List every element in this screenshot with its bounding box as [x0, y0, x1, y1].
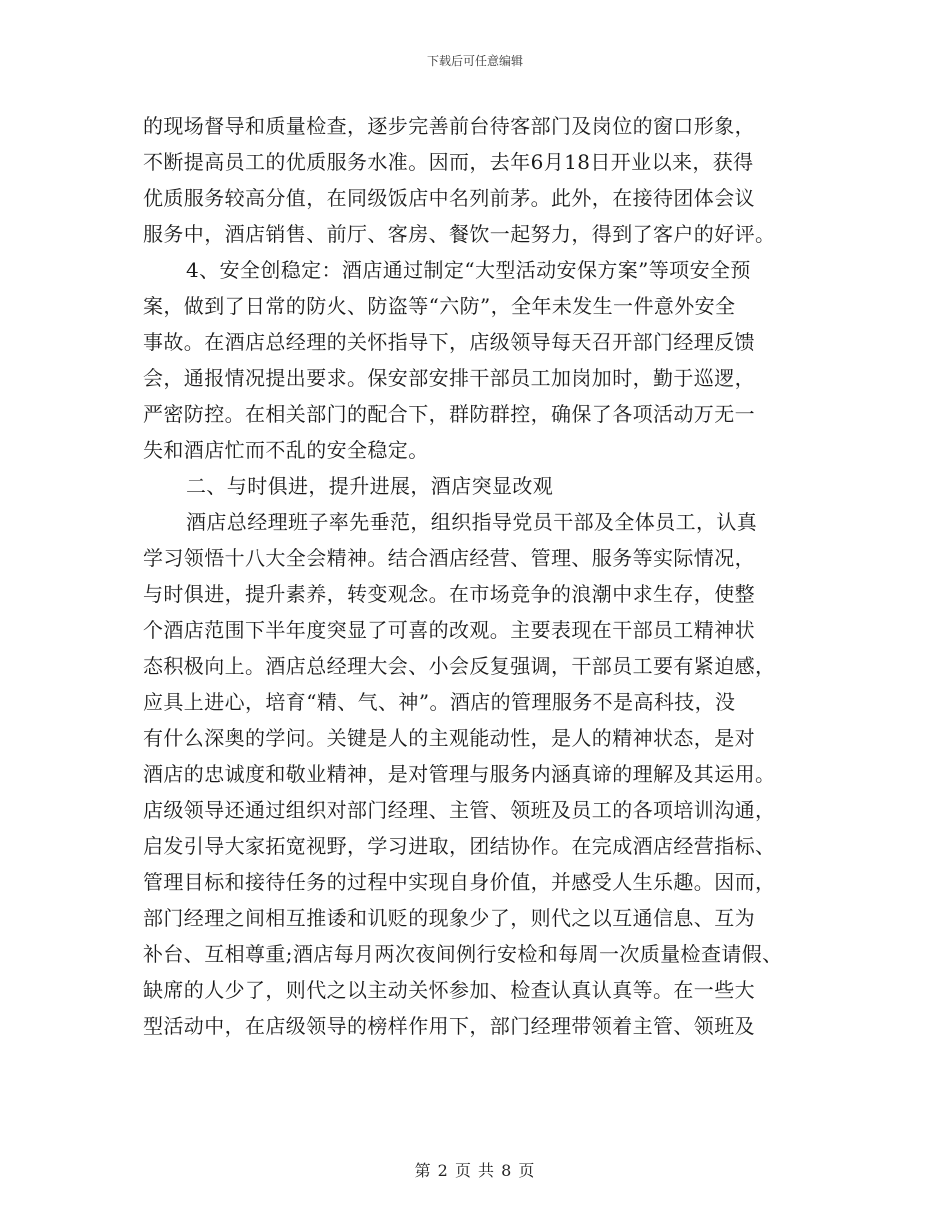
text-line: 应具上进心，培育“精、气、神”。酒店的管理服务不是高科技，没: [143, 690, 736, 714]
page-header: 下载后可任意编辑: [426, 54, 523, 68]
text-line: 二、与时俱进，提升进展，酒店突显改观: [186, 474, 554, 498]
text-line: 有什么深奥的学问。关键是人的主观能动性，是人的精神状态，是对: [143, 726, 755, 750]
text-line: 4、安全创稳定：酒店通过制定“大型活动安保方案”等项安全预: [186, 258, 751, 282]
page-footer: 第 2 页 共 8 页: [414, 1161, 536, 1180]
text-line: 酒店的忠诚度和敬业精神，是对管理与服务内涵真谛的理解及其运用。: [143, 762, 776, 786]
text-line: 不断提高员工的优质服务水准。因而，去年6月18日开业以来，获得: [143, 150, 754, 174]
text-line: 优质服务较高分值，在同级饭店中名列前茅。此外，在接待团体会议: [143, 186, 755, 210]
text-line: 服务中，酒店销售、前厅、客房、餐饮一起努力，得到了客户的好评。: [143, 222, 776, 246]
text-line: 学习领悟十八大全会精神。结合酒店经营、管理、服务等实际情况，: [143, 546, 755, 570]
document-body: [143, 108, 823, 1044]
text-line: 管理目标和接待任务的过程中实现自身价值，并感受人生乐趣。因而，: [143, 870, 776, 894]
text-line: 事故。在酒店总经理的关怀指导下，店级领导每天召开部门经理反馈: [143, 330, 755, 354]
text-line: 酒店总经理班子率先垂范，组织指导党员干部及全体员工，认真: [186, 510, 758, 534]
text-line: 与时俱进，提升素养，转变观念。在市场竞争的浪潮中求生存，使整: [143, 582, 755, 606]
text-line: 失和酒店忙而不乱的安全稳定。: [143, 438, 429, 462]
text-line: 会，通报情况提出要求。保安部安排干部员工加岗加时，勤于巡逻，: [143, 366, 755, 390]
text-line: 店级领导还通过组织对部门经理、主管、领班及员工的各项培训沟通，: [143, 798, 776, 822]
text-line: 案，做到了日常的防火、防盗等“六防”，全年未发生一件意外安全: [143, 294, 736, 318]
text-line: 个酒店范围下半年度突显了可喜的改观。主要表现在干部员工精神状: [143, 618, 755, 642]
text-line: 启发引导大家拓宽视野，学习进取，团结协作。在完成酒店经营指标、: [143, 834, 776, 858]
text-line: 严密防控。在相关部门的配合下，群防群控，确保了各项活动万无一: [143, 402, 755, 426]
text-line: 的现场督导和质量检查，逐步完善前台待客部门及岗位的窗口形象，: [143, 114, 755, 138]
text-line: 缺席的人少了，则代之以主动关怀参加、检查认真认真等。在一些大: [143, 978, 755, 1002]
text-line: 补台、互相尊重;酒店每月两次夜间例行安检和每周一次质量检查请假、: [143, 942, 783, 966]
text-line: 型活动中，在店级领导的榜样作用下，部门经理带领着主管、领班及: [143, 1014, 755, 1038]
text-line: 态积极向上。酒店总经理大会、小会反复强调，干部员工要有紧迫感，: [143, 654, 776, 678]
text-line: 部门经理之间相互推诿和讥贬的现象少了，则代之以互通信息、互为: [143, 906, 755, 930]
